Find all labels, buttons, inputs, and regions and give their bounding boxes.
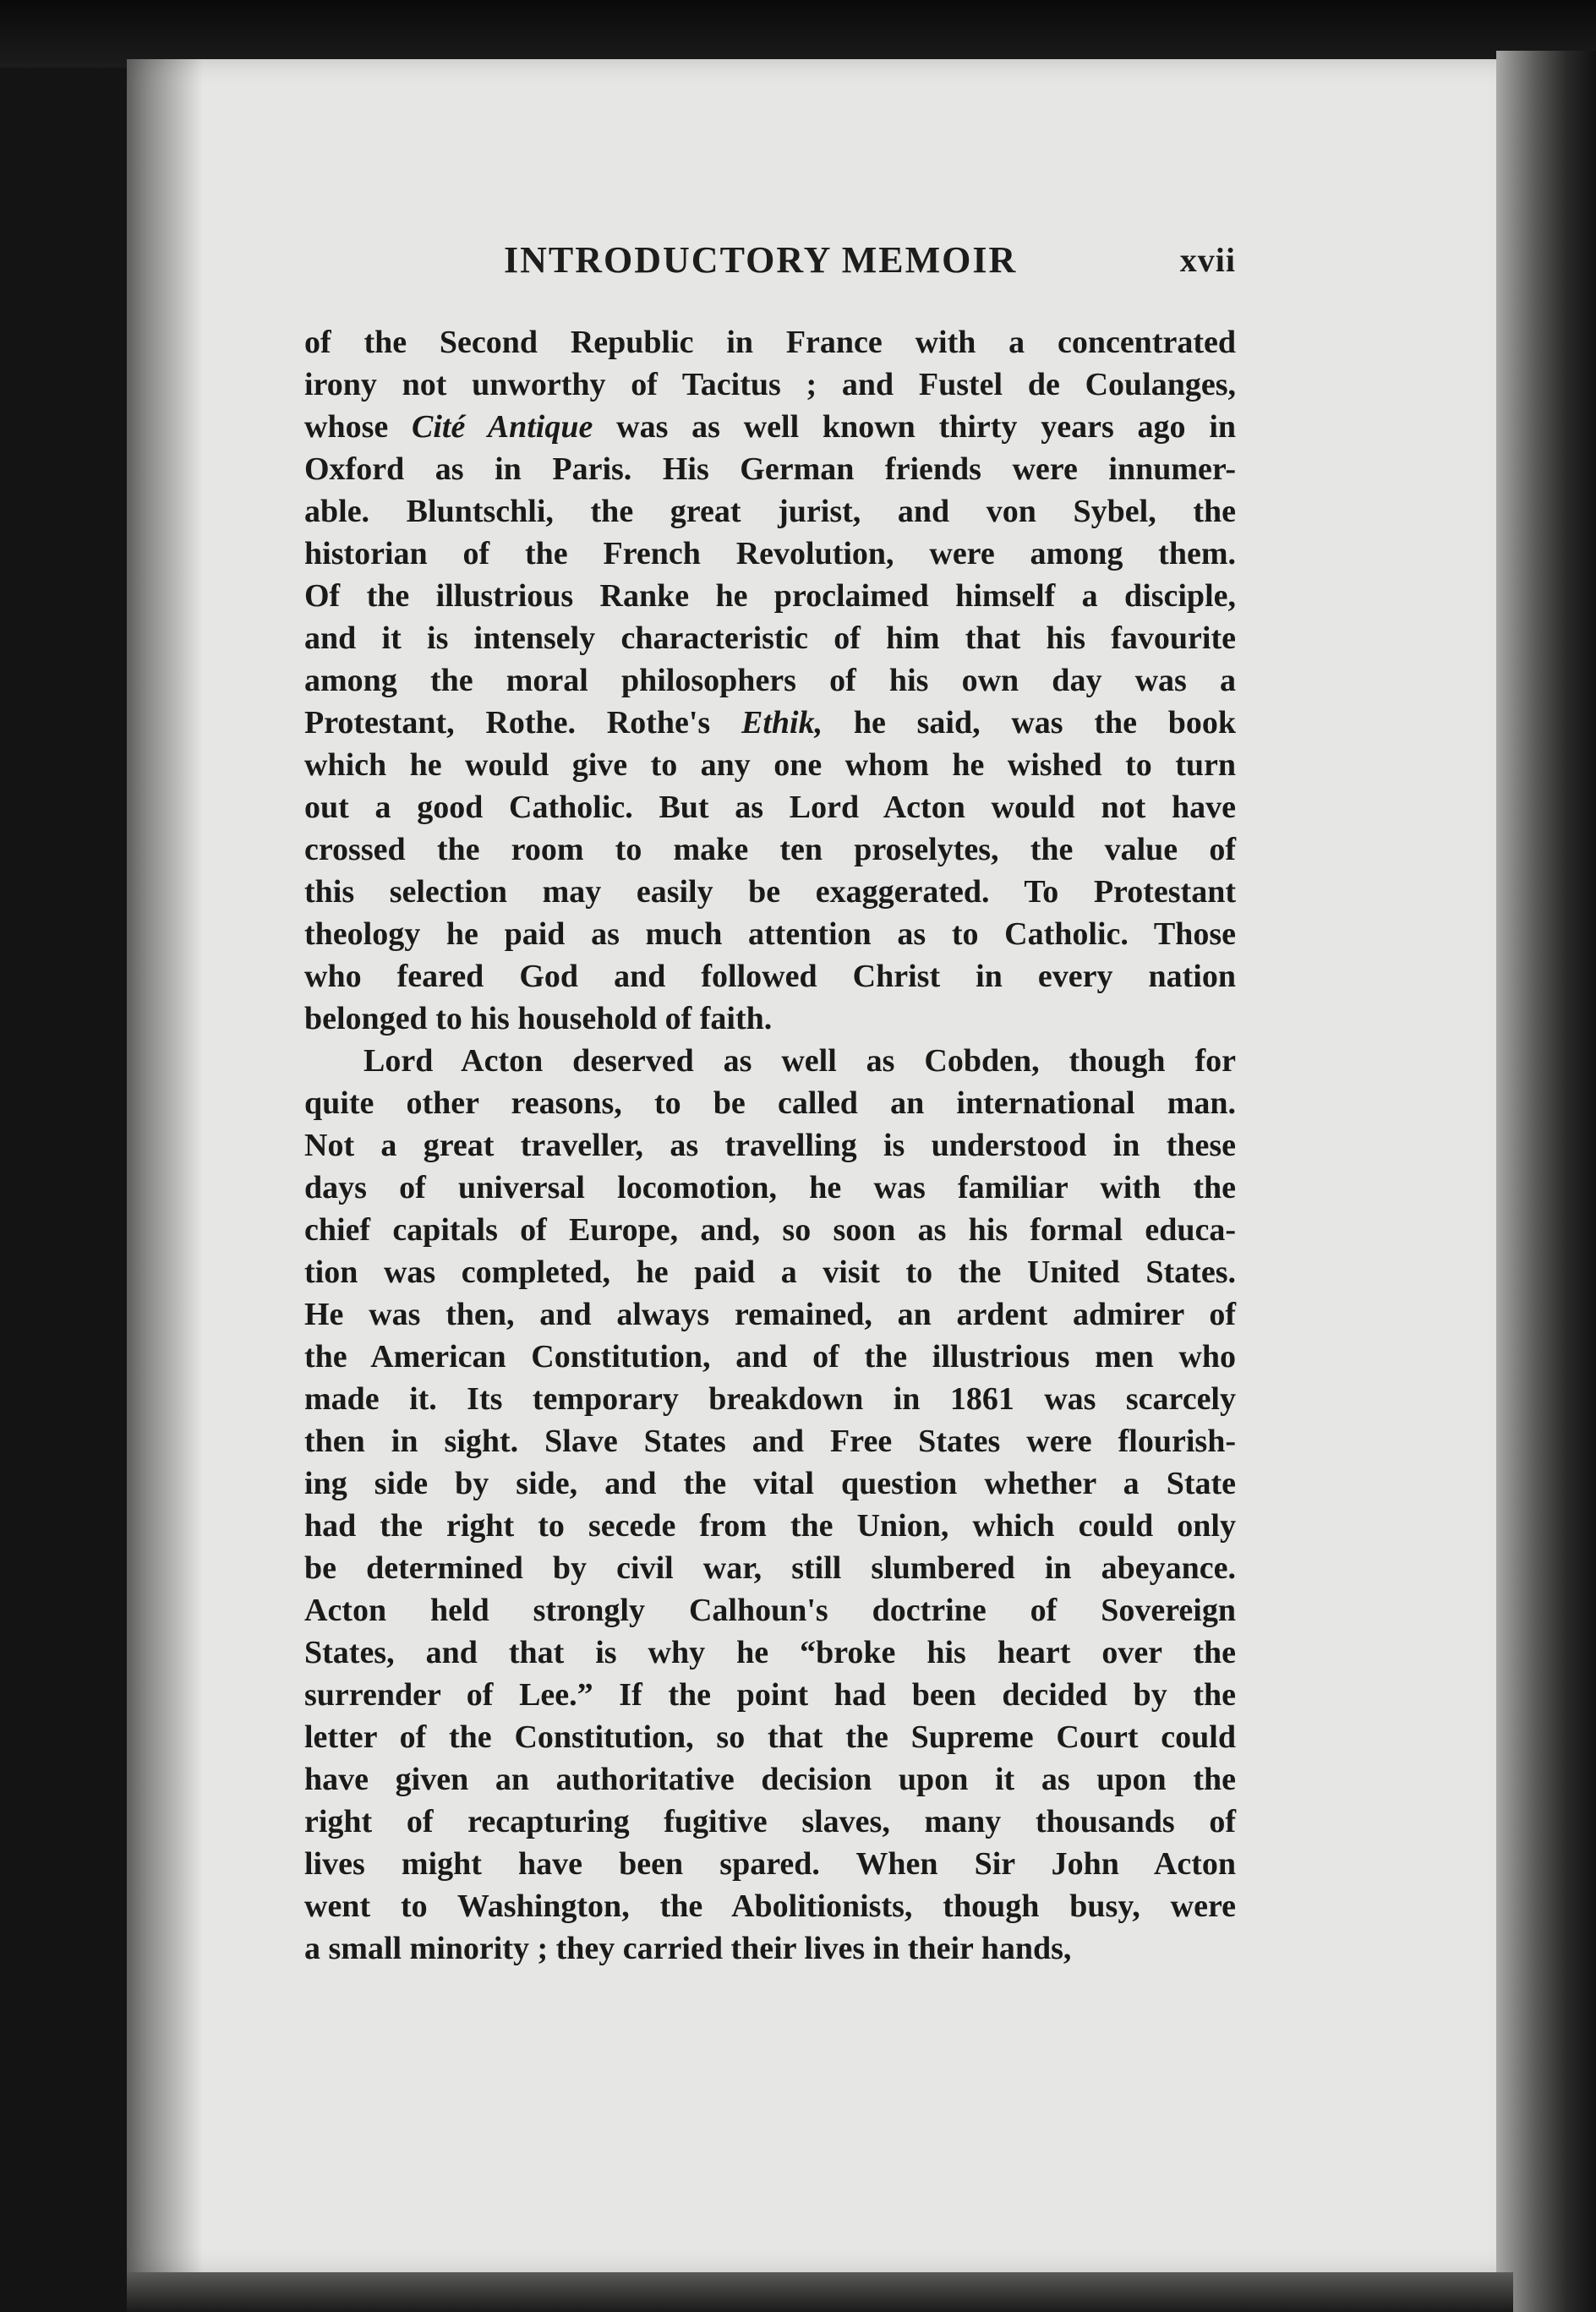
text-line [304, 913, 1236, 955]
text-run: letter of the Constitution, so that the Supreme Court could [304, 1719, 1236, 1755]
paragraph [304, 321, 1236, 1040]
text-line [304, 1462, 1236, 1505]
text-run: went to Washington, the Abolitionists, though busy, were [304, 1888, 1236, 1924]
text-line [304, 1547, 1236, 1589]
text-line [304, 533, 1236, 575]
text-run: surrender of Lee.” If the point had been decided by the [304, 1677, 1236, 1713]
text-line [304, 1124, 1236, 1167]
paragraph [304, 1040, 1236, 1970]
text-run: right of recapturing fugitive slaves, many thousands of [304, 1804, 1236, 1839]
text-line [304, 1420, 1236, 1462]
text-line [304, 1632, 1236, 1674]
text-line [304, 828, 1236, 871]
text-run: he said, was the book [823, 705, 1236, 741]
text-line [304, 1885, 1236, 1927]
text-line [304, 997, 1236, 1040]
running-head-title: INTRODUCTORY MEMOIR [504, 239, 1018, 281]
page-number: xvii [1179, 241, 1236, 279]
text-run: theology he paid as much attention as to Catholic. Those [304, 916, 1236, 952]
text-line [304, 1589, 1236, 1632]
text-run: irony not unworthy of Tacitus ; and Fustel de Coulanges, [304, 367, 1236, 402]
text-run: crossed the room to make ten proselytes, the value of [304, 832, 1236, 867]
text-run: quite other reasons, to be called an international man. [304, 1085, 1236, 1121]
text-run: made it. Its temporary breakdown in 1861 was scarcely [304, 1381, 1236, 1417]
text-line [304, 1801, 1236, 1843]
text-run: this selection may easily be exaggerated. To Protestant [304, 874, 1236, 910]
text-line [304, 363, 1236, 406]
text-line [304, 1336, 1236, 1378]
text-line [304, 702, 1236, 744]
text-run: have given an authoritative decision upon it as upon the [304, 1762, 1236, 1797]
text-run: States, and that is why he “broke his heart over the [304, 1635, 1236, 1670]
spine-shadow [127, 59, 203, 2274]
body-text [304, 321, 1236, 1970]
text-run: Protestant, Rothe. Rothe's [304, 705, 741, 741]
page-bottom-edge [127, 2272, 1513, 2312]
text-run: ing side by side, and the vital question whether a State [304, 1466, 1236, 1501]
text-run: tion was completed, he paid a visit to the United States. [304, 1254, 1236, 1290]
text-run: the American Constitution, and of the illustrious men who [304, 1339, 1236, 1375]
scan-background-top [0, 0, 1596, 68]
text-line [304, 575, 1236, 617]
text-line [304, 1716, 1236, 1758]
text-line [304, 1040, 1236, 1082]
text-run: had the right to secede from the Union, which could only [304, 1508, 1236, 1544]
text-line [304, 659, 1236, 702]
text-run: chief capitals of Europe, and, so soon as his formal educa- [304, 1212, 1236, 1248]
text-run: a small minority ; they carried their lives in their hands, [304, 1931, 1072, 1966]
text-run: whose [304, 409, 413, 445]
text-line [304, 1843, 1236, 1885]
text-line [304, 321, 1236, 363]
text-line [304, 1758, 1236, 1801]
text-run: Of the illustrious Ranke he proclaimed himself a disciple, [304, 578, 1236, 614]
text-run: among the moral philosophers of his own day was a [304, 663, 1236, 698]
italic-title: Ethik, [741, 705, 823, 741]
text-line [304, 490, 1236, 533]
text-line [304, 1674, 1236, 1716]
text-run: Not a great traveller, as travelling is understood in these [304, 1128, 1236, 1163]
text-run: historian of the French Revolution, were among them. [304, 536, 1236, 571]
running-head [304, 238, 1236, 289]
text-run: of the Second Republic in France with a concentrated [304, 325, 1236, 360]
text-run: Oxford as in Paris. His German friends were innumer- [304, 451, 1236, 487]
text-line [304, 1378, 1236, 1420]
text-run: days of universal locomotion, he was familiar with the [304, 1170, 1236, 1205]
text-line [304, 955, 1236, 997]
text-line [304, 448, 1236, 490]
text-run: which he would give to any one whom he wished to turn [304, 747, 1236, 783]
text-run: He was then, and always remained, an ardent admirer of [304, 1297, 1236, 1332]
text-line [304, 744, 1236, 786]
text-run: Acton held strongly Calhoun's doctrine of Sovereign [304, 1593, 1236, 1628]
text-line [304, 406, 1236, 448]
text-line [304, 1927, 1236, 1970]
text-run: be determined by civil war, still slumbered in abeyance. [304, 1550, 1236, 1586]
text-run: belonged to his household of faith. [304, 1001, 773, 1036]
text-run: was as well known thirty years ago in [593, 409, 1237, 445]
text-line [304, 871, 1236, 913]
text-line [304, 786, 1236, 828]
text-run: able. Bluntschli, the great jurist, and von Sybel, the [304, 494, 1236, 529]
text-line [304, 1082, 1236, 1124]
text-run: Lord Acton deserved as well as Cobden, though for [363, 1043, 1236, 1079]
italic-title: Cité Antique [412, 409, 593, 445]
text-run: and it is intensely characteristic of him that his favourite [304, 620, 1236, 656]
text-line [304, 1293, 1236, 1336]
text-line [304, 1209, 1236, 1251]
page-fore-edge [1496, 51, 1596, 2312]
text-run: out a good Catholic. But as Lord Acton would not have [304, 790, 1236, 825]
text-line [304, 1505, 1236, 1547]
text-run: lives might have been spared. When Sir John Acton [304, 1846, 1236, 1882]
text-run: who feared God and followed Christ in every nation [304, 959, 1236, 994]
text-line [304, 617, 1236, 659]
text-run: then in sight. Slave States and Free States were flourish- [304, 1424, 1236, 1459]
text-line [304, 1251, 1236, 1293]
text-line [304, 1167, 1236, 1209]
